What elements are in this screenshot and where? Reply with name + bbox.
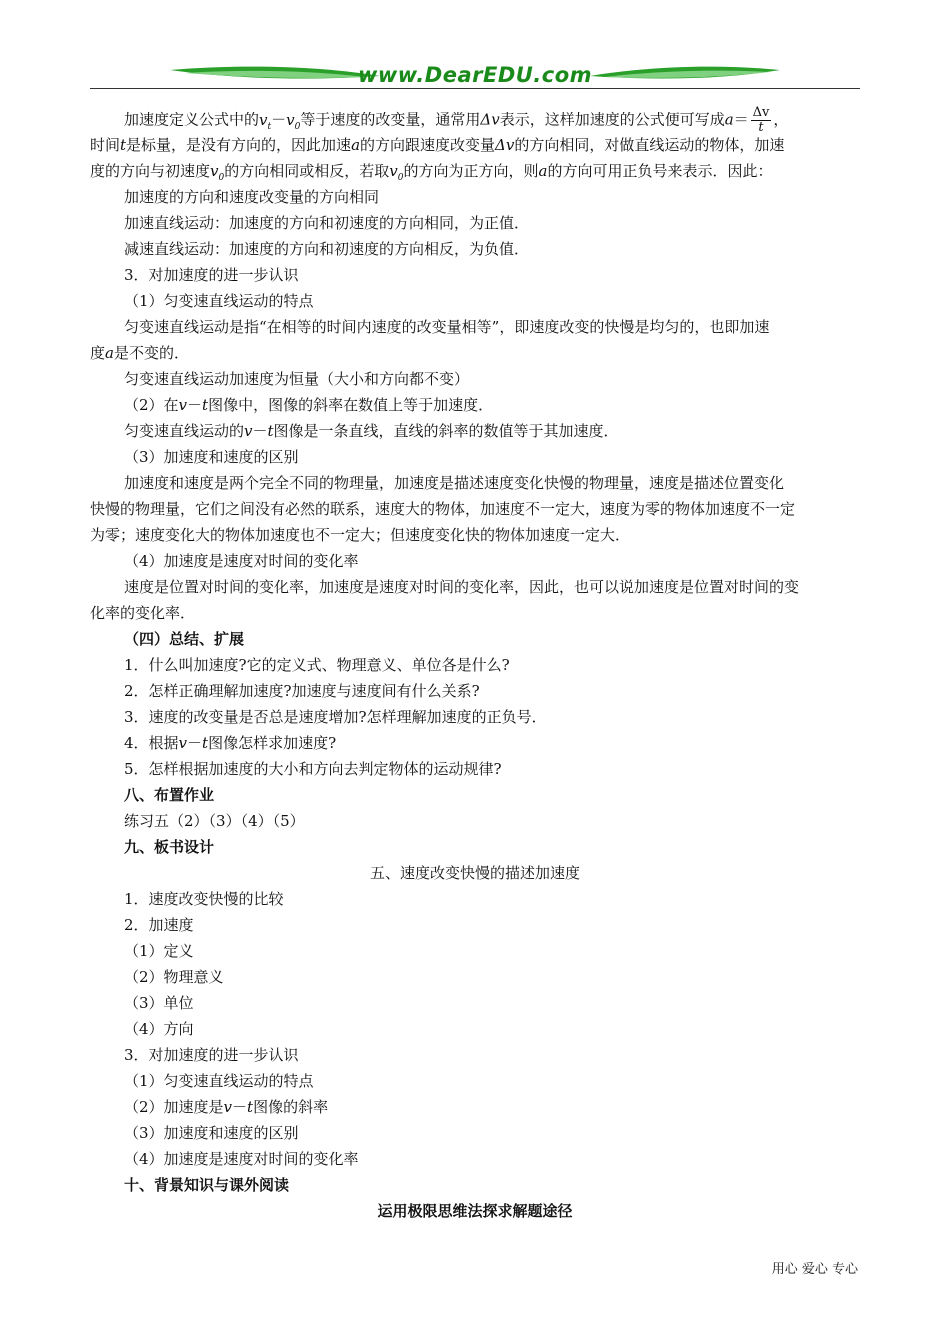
board-item: 1．速度改变快慢的比较 <box>124 890 284 908</box>
question-item: 2．怎样正确理解加速度?加速度与速度间有什么关系? <box>124 682 480 700</box>
paragraph-line: 匀变速直线运动是指“在相等的时间内速度的改变量相等”，即速度改变的快慢是均匀的，也即加速 <box>124 318 770 336</box>
fraction-formula: $\frac{\Delta v}{t}$ <box>752 105 770 135</box>
paragraph-line: 度a是不变的． <box>90 344 189 362</box>
board-item: （1）定义 <box>124 942 194 960</box>
paragraph-line: 加速度的方向和速度改变量的方向相同 <box>124 188 380 206</box>
reading-title: 运用极限思维法探求解题途径 <box>377 1202 573 1220</box>
section-heading-summary: （四）总结、扩展 <box>124 630 245 648</box>
board-item: （2）加速度是v－t图像的斜率 <box>124 1098 329 1116</box>
question-item: 5．怎样根据加速度的大小和方向去判定物体的运动规律? <box>124 760 502 778</box>
board-title: 五、速度改变快慢的描述加速度 <box>369 864 580 882</box>
board-item: （4）方向 <box>124 1020 194 1038</box>
section-heading-reading: 十、背景知识与课外阅读 <box>124 1176 290 1194</box>
paragraph-line: 速度是位置对时间的变化率，加速度是速度对时间的变化率，因此，也可以说加速度是位置对时间的变 <box>124 578 800 596</box>
board-item: 3．对加速度的进一步认识 <box>124 1046 299 1064</box>
paragraph-line: 匀变速直线运动加速度为恒量（大小和方向都不变） <box>124 370 470 388</box>
section-heading: 3．对加速度的进一步认识 <box>124 266 299 284</box>
paragraph-line: 为零；速度变化大的物体加速度也不一定大；但速度变化快的物体加速度一定大． <box>90 526 631 544</box>
question-item: 3．速度的改变量是否总是速度增加?怎样理解加速度的正负号． <box>124 708 547 726</box>
paragraph-line: 加速直线运动：加速度的方向和初速度的方向相同，为正值． <box>124 214 530 232</box>
section-heading-homework: 八、布置作业 <box>124 786 215 804</box>
board-item: （3）加速度和速度的区别 <box>124 1124 299 1142</box>
board-item: （2）物理意义 <box>124 968 224 986</box>
subsection-heading: （2）在v－t图像中，图像的斜率在数值上等于加速度． <box>124 396 494 414</box>
site-url-logo: www.DearEDU.com <box>357 63 593 87</box>
board-item: 2．加速度 <box>124 916 194 934</box>
paragraph-line: 快慢的物理量，它们之间没有必然的联系，速度大的物体，加速度不一定大，速度为零的物体加速度不一定 <box>90 500 796 518</box>
paragraph-line: 匀变速直线运动的v－t图像是一条直线，直线的斜率的数值等于其加速度． <box>124 422 619 440</box>
header-rule <box>90 88 860 89</box>
paragraph-line: 化率的变化率． <box>90 604 196 622</box>
paragraph-line: 减速直线运动：加速度的方向和初速度的方向相反，为负值． <box>124 240 530 258</box>
question-item: 4．根据v－t图像怎样求加速度? <box>124 734 337 752</box>
paragraph-line: 时间t是标量，是没有方向的，因此加速a的方向跟速度改变量Δv的方向相同，对做直线运动的物体，加速 <box>90 136 785 154</box>
homework-text: 练习五（2）（3）（4）（5） <box>124 812 305 830</box>
board-item: （3）单位 <box>124 994 194 1012</box>
board-item: （1）匀变速直线运动的特点 <box>124 1072 314 1090</box>
question-item: 1．什么叫加速度?它的定义式、物理意义、单位各是什么? <box>124 656 510 674</box>
document-body <box>90 106 860 1224</box>
paragraph-line: 加速度定义公式中的$v_t-v_0$等于速度的改变量，通常用Δv表示，这样加速度的公式便可写成a＝ $\frac{\Delta v}{t}$ ， <box>124 105 789 135</box>
subsection-heading: （1）匀变速直线运动的特点 <box>124 292 314 310</box>
paragraph-line: 加速度和速度是两个完全不同的物理量，加速度是描述速度变化快慢的物理量，速度是描述位置变化 <box>124 474 785 492</box>
page-footer: 用心 爱心 专心 <box>771 1262 858 1277</box>
subsection-heading: （4）加速度是速度对时间的变化率 <box>124 552 359 570</box>
board-item: （4）加速度是速度对时间的变化率 <box>124 1150 359 1168</box>
section-heading-board: 九、板书设计 <box>124 838 215 856</box>
paragraph-line: 度的方向与初速度$v_0$的方向相同或相反，若取$v_0$的方向为正方向，则a的方向可用正负号来表示．因此： <box>90 162 773 183</box>
subsection-heading: （3）加速度和速度的区别 <box>124 448 299 466</box>
